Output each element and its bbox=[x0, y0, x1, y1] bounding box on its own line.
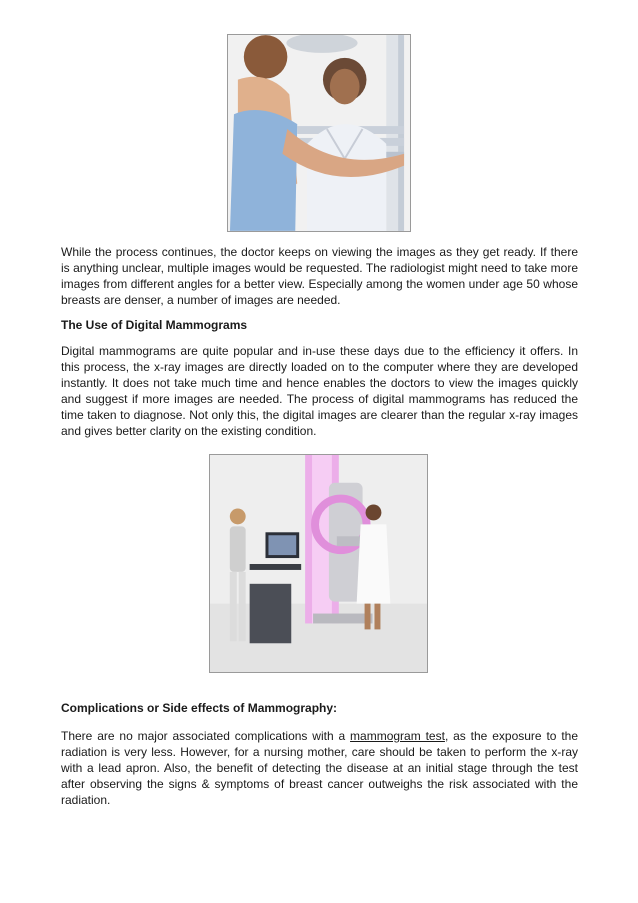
machine-photo-icon bbox=[210, 455, 427, 672]
paragraph-image-review: While the process continues, the doctor keeps on viewing the images as they get ready. If there is anything unclear, multiple images would be requested. The radiologist might need to take more images from different angles for a better view. Especially among the women under age 50 whose breasts are denser, a number of images are needed. bbox=[61, 245, 578, 307]
heading-complications: Complications or Side effects of Mammography: bbox=[61, 701, 338, 715]
mammography-exam-illustration bbox=[227, 34, 411, 232]
paragraph-text-before-link: There are no major associated complications with a bbox=[61, 729, 351, 743]
paragraph-text-after-link: , as the exposure to the radiation is very less. However, for a nursing mother, care should be taken to perform the x-ray with a lead apron. Also, the benefit of detecting the disease at an initial stage through the test after observing the signs & symptoms of breast cancer outweighs the risk associated with the radiation. bbox=[61, 729, 579, 807]
paragraph-complications bbox=[61, 728, 578, 808]
digital-mammography-machine-photo bbox=[209, 454, 428, 673]
heading-digital-mammograms: The Use of Digital Mammograms bbox=[61, 318, 248, 332]
illustration-icon bbox=[228, 35, 410, 231]
mammogram-test-link[interactable]: mammogram test bbox=[350, 729, 445, 743]
paragraph-digital-mammograms: Digital mammograms are quite popular and in-use these days due to the efficiency it offers. In this process, the x-ray images are directly loaded on to the computer where they are developed instantly. It does not take much time and hence enables the doctors to view the images quickly and suggest if more images are needed. The process of digital mammograms has reduced the time taken to diagnose. Not only this, the digital images are clearer than the regular x-ray images and gives better clarity on the existing condition. bbox=[61, 344, 578, 438]
